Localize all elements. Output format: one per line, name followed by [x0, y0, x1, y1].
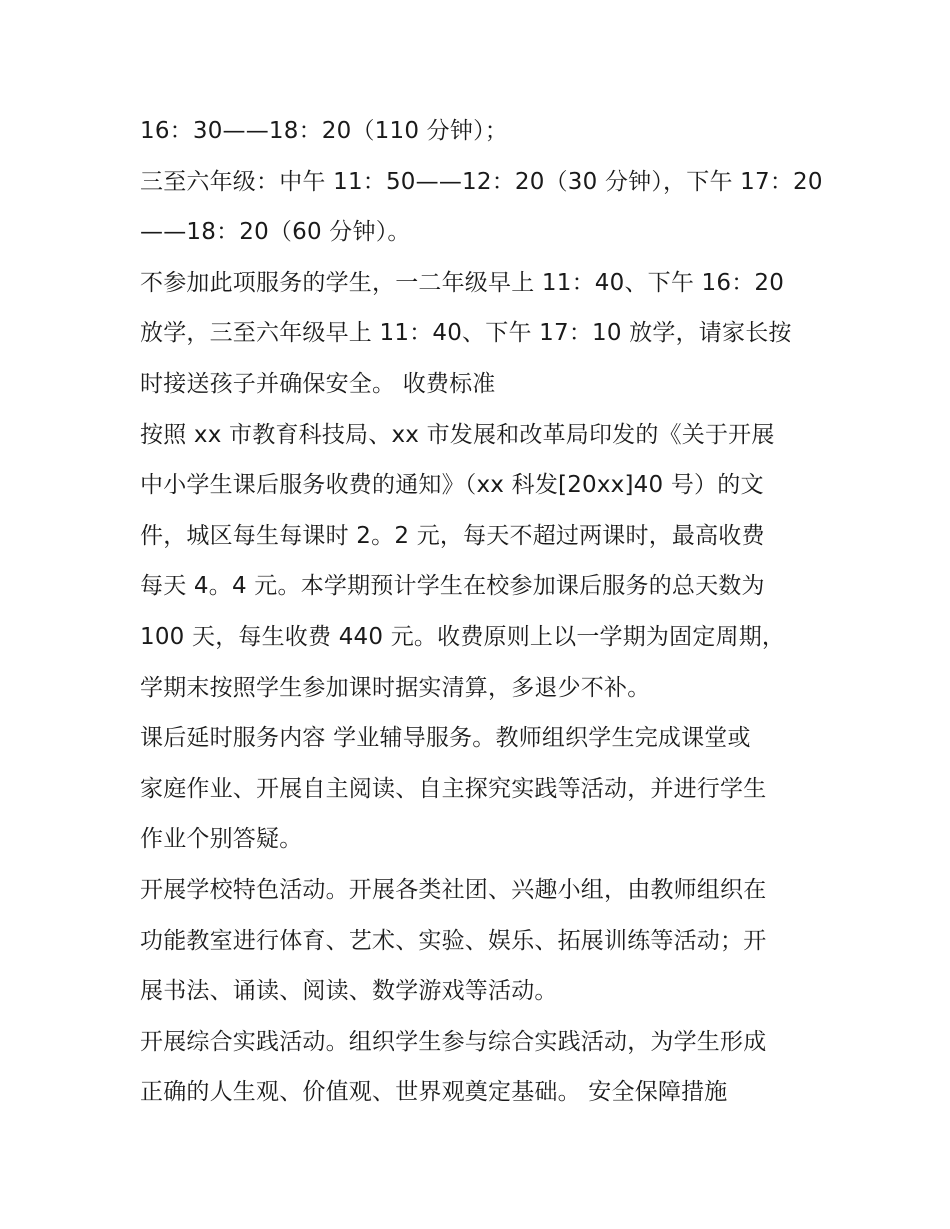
- document-body: [140, 106, 830, 1118]
- text-line: 按照 xx 市教育科技局、xx 市发展和改革局印发的《关于开展: [140, 421, 775, 448]
- text-line: 展书法、诵读、阅读、数学游戏等活动。: [140, 978, 558, 1005]
- text-line: ——18：20（60 分钟）。: [140, 219, 411, 246]
- text-line: 家庭作业、开展自主阅读、自主探究实践等活动，并进行学生: [140, 775, 767, 802]
- text-line: 放学，三至六年级早上 11：40、下午 17：10 放学，请家长按: [140, 320, 792, 347]
- text-line: 课后延时服务内容 学业辅导服务。教师组织学生完成课堂或: [140, 725, 751, 752]
- text-line: 开展学校特色活动。开展各类社团、兴趣小组，由教师组织在: [140, 876, 767, 903]
- text-line: 时接送孩子并确保安全。 收费标准: [140, 370, 496, 397]
- text-line: 100 天，每生收费 440 元。收费原则上以一学期为固定周期，: [140, 623, 786, 650]
- text-line: 正确的人生观、价值观、世界观奠定基础。 安全保障措施: [140, 1079, 728, 1106]
- text-line: 件，城区每生每课时 2。2 元，每天不超过两课时，最高收费: [140, 522, 765, 549]
- text-line: 中小学生课后服务收费的通知》（xx 科发[20xx]40 号）的文: [140, 472, 764, 499]
- text-line: 功能教室进行体育、艺术、实验、娱乐、拓展训练等活动；开: [140, 927, 767, 954]
- text-line: 学期末按照学生参加课时据实清算，多退少不补。: [140, 674, 651, 701]
- text-line: 作业个别答疑。: [140, 826, 303, 853]
- text-line: 三至六年级：中午 11：50——12：20（30 分钟），下午 17：20: [140, 168, 823, 195]
- text-line: 每天 4。4 元。本学期预计学生在校参加课后服务的总天数为: [140, 573, 765, 600]
- text-line: 不参加此项服务的学生，一二年级早上 11：40、下午 16：20: [140, 269, 785, 296]
- text-line: 16：30——18：20（110 分钟）；: [140, 118, 508, 144]
- text-line: 开展综合实践活动。组织学生参与综合实践活动，为学生形成: [140, 1028, 767, 1055]
